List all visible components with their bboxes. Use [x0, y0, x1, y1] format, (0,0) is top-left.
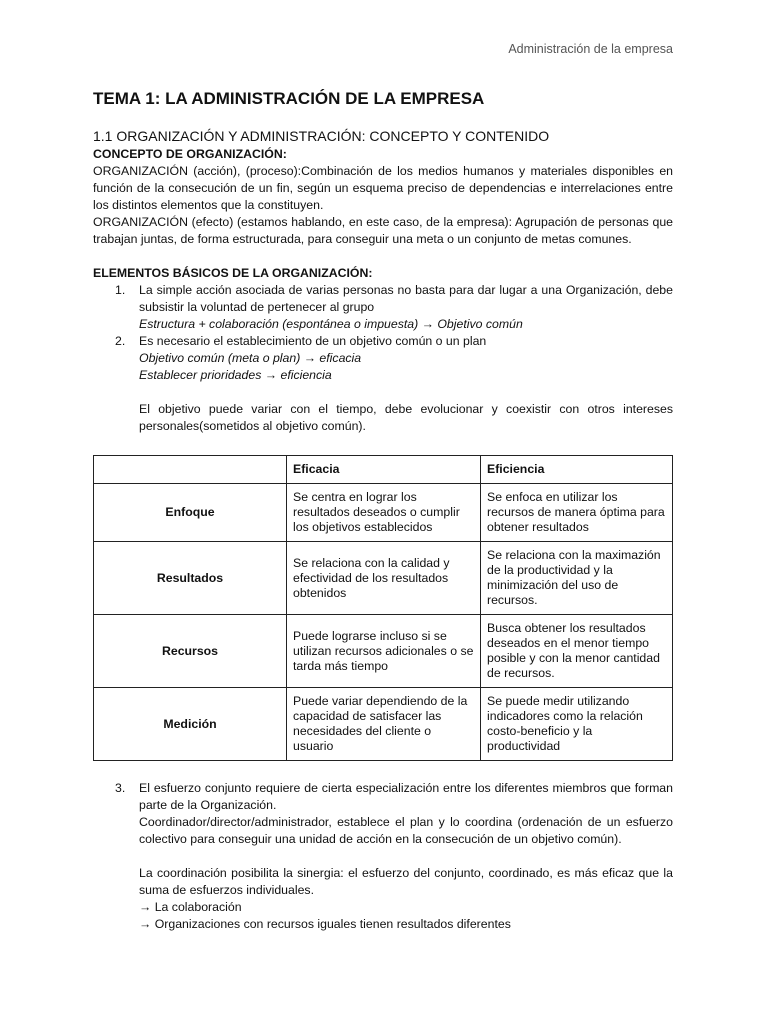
list-item-arrow-line: → La colaboración: [139, 900, 242, 914]
elements-list-continued: [93, 780, 673, 933]
table-row: [94, 688, 673, 761]
table-row: [94, 484, 673, 542]
concept-paragraph-1: ORGANIZACIÓN (acción), (proceso):Combinación de los medios humanos y materiales disponibles en función de la consecución de un fin, según un esquema preciso de dependencias e interrelaciones entre los distintos elementos que la constituyen.: [93, 164, 673, 212]
list-item-paragraph: El objetivo puede variar con el tiempo, debe evolucionar y coexistir con otros intereses personales(sometidos al objetivo común).: [139, 402, 673, 433]
list-item-note: Objetivo común (meta o plan) → eficacia: [139, 351, 362, 365]
column-header-eficiencia: Eficiencia: [481, 456, 673, 484]
list-item-text: El esfuerzo conjunto requiere de cierta especialización entre los diferentes miembros que forman parte de la Organización.: [139, 781, 673, 812]
list-item-text: La simple acción asociada de varias personas no basta para dar lugar a una Organización, debe subsistir la voluntad de pertenecer al grupo: [139, 283, 673, 314]
list-item: [93, 282, 673, 333]
document-title: TEMA 1: LA ADMINISTRACIÓN DE LA EMPRESA: [93, 89, 485, 108]
list-item: [93, 333, 673, 435]
list-number: 1.: [115, 283, 126, 297]
row-header: Medición: [94, 688, 287, 761]
table-cell: Puede variar dependiendo de la capacidad de satisfacer las necesidades del cliente o usuario: [287, 688, 481, 761]
list-item-text: Coordinador/director/administrador, establece el plan y lo coordina (ordenación de un esfuerzo colectivo para conseguir una unidad de acción en la consecución de un objetivo común).: [139, 815, 673, 846]
table-cell: Se enfoca en utilizar los recursos de manera óptima para obtener resultados: [481, 484, 673, 542]
table-cell: Busca obtener los resultados deseados en el menor tiempo posible y con la menor cantidad de recursos.: [481, 615, 673, 688]
row-header: Enfoque: [94, 484, 287, 542]
column-header-eficacia: Eficacia: [287, 456, 481, 484]
concept-paragraph-2: ORGANIZACIÓN (efecto) (estamos hablando, en este caso, de la empresa): Agrupación de personas que trabajan juntas, de forma estructurada, para conseguir una meta o un conjunto de metas comunes.: [93, 215, 673, 246]
table-row: [94, 615, 673, 688]
list-item-paragraph: La coordinación posibilita la sinergia: el esfuerzo del conjunto, coordinado, es más eficaz que la suma de esfuerzos individuales.: [139, 866, 673, 897]
list-number: 3.: [115, 781, 126, 795]
running-header: Administración de la empresa: [508, 42, 673, 56]
list-item-arrow-line: → Organizaciones con recursos iguales tienen resultados diferentes: [139, 917, 511, 931]
table-row: [94, 542, 673, 615]
list-item-note: Estructura + colaboración (espontánea o impuesta) → Objetivo común: [139, 317, 523, 331]
list-item-note: Establecer prioridades → eficiencia: [139, 368, 332, 382]
table-cell: Se relaciona con la maximazión de la productividad y la minimización del uso de recursos.: [481, 542, 673, 615]
concept-heading: CONCEPTO DE ORGANIZACIÓN:: [93, 147, 287, 161]
document-body: [93, 88, 673, 933]
table-corner-cell: [94, 456, 287, 484]
table-cell: Se puede medir utilizando indicadores como la relación costo-beneficio y la productividad: [481, 688, 673, 761]
list-item: [93, 780, 673, 933]
row-header: Resultados: [94, 542, 287, 615]
list-item-text: Es necesario el establecimiento de un objetivo común o un plan: [139, 334, 487, 348]
table-cell: Puede lograrse incluso si se utilizan recursos adicionales o se tarda más tiempo: [287, 615, 481, 688]
efficacy-efficiency-table: [93, 455, 673, 761]
elements-heading: ELEMENTOS BÁSICOS DE LA ORGANIZACIÓN:: [93, 266, 373, 280]
elements-list: [93, 282, 673, 435]
table-cell: Se centra en lograr los resultados deseados o cumplir los objetivos establecidos: [287, 484, 481, 542]
table-header-row: [94, 456, 673, 484]
row-header: Recursos: [94, 615, 287, 688]
section-title: 1.1 ORGANIZACIÓN Y ADMINISTRACIÓN: CONCEPTO Y CONTENIDO: [93, 128, 550, 144]
list-number: 2.: [115, 334, 126, 348]
table-cell: Se relaciona con la calidad y efectividad de los resultados obtenidos: [287, 542, 481, 615]
